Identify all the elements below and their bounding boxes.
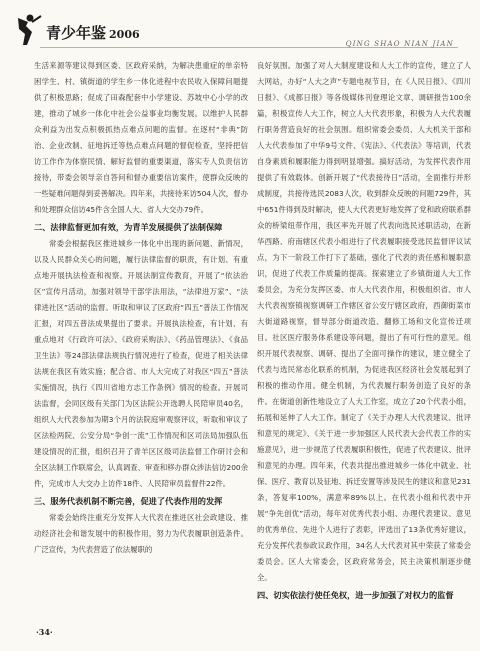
section-heading: 三、服务代表机制不断完善，促进了代表作用的发挥 — [34, 496, 223, 506]
section-heading: 二、法律监督更加有效，为青羊发展提供了法制保障 — [34, 222, 223, 232]
journal-year: 2006 — [109, 28, 140, 41]
section-heading: 四、切实依法行使任免权，进一步加强了对权力的监督 — [257, 590, 454, 600]
logo-figure-icon — [14, 12, 44, 46]
left-column — [34, 58, 248, 558]
paragraph: 常委会根据我区推进城乡一体化中出现的新问题、新情况，以及人民群众关心的问题，履行法律监督的职责，有计划、有重点地开展执法检查和视察。开展法制宣传教育，开展了“依法治区”宣传月活动，加强对领导干部学法用法，“法律进万家”、“法律进社区”活动的监督。听取和审议了区政府“四五”普法工作情况汇报，对四五普法成果提出了要求。开展执法检查，有计划、有重点地对《行政许可法》、《政府采购法》、《药品管理法》、《食品卫生法》等24部法律法规执行情况进行了检查，促进了相关法律法规在我区有效实施；配合省、市人大完成了对我区“四五”普法实施情况，执行《四川省地方志工作条例》情况的检查。开展司法监督，会同区级有关部门为区法院公开选聘人民陪审员40名，组织人大代表参加为期3个月的法院庭审观察评议，听取和审议了区法检两院、公安分局“争创一流”工作情况和区司法局加强队伍建设情况的汇报，组织召开了青羊区区级司法监督工作研讨会和全区法制工作联席会，认真调查、审查和移办群众涉法信访200余件，完成市人大交办上访件18件、人民陪审员监督件22件。 — [34, 239, 248, 488]
header-title — [46, 22, 140, 43]
paragraph: 生活来源等建议得到区委、区政府采纳，为解决患重症的单亲特困学生、村、镇街道的学生乡一体化进程中农民收入保障问题提供了积极思路；促成了田森配套中小学建设、苏坡中心小学的改建，推动了城乡一体化中社会公益事业均衡发展。以维护人民群众利益为出发点积极抓热点难点问题的监督。在逐村“非典”防治、企业改制、征地拆迁等热点难点问题的督促检查，坚持把信访工作作为体察民情、解好监督的重要渠道，落实专人负责信访接待，带委会领导亲自答问和督办重要信访案件，使群众反映的一些疑难问题得到妥善解决。四年来，共接待来访504人次，督办和处理群众信访45件含全国人大、省人大交办79件。 — [34, 61, 248, 214]
page-header — [0, 0, 480, 52]
page-number: ·34· — [36, 627, 53, 637]
header-pinyin-title: QING SHAO NIAN JIAN — [345, 40, 454, 48]
journal-title: 青少年鉴 — [46, 24, 107, 42]
right-column — [257, 58, 471, 604]
paragraph: 常委会始终注重充分发挥人大代表在推进区社会政建设、推动经济社会和谐发展中的积极作用，努力为代表履职创造条件。广泛宣传，为代表营造了依法履职的 — [34, 513, 248, 554]
paragraph: 良好氛围。加强了对人大制度建设和人大工作的宣传，建立了人大网站，办好“人大之声”专题电视节目，在《人民日报》、《四川日报》、《成都日报》等各级媒体刊登理论文章、调研报告100余篇，积极宣传人大工作，树立人大代表形象，积极为人大代表履行职务营造良好的社会氛围。组织常委会委员、人大机关干部和人大代表参加了中华9号文件、《宪法》、《代表法》等培训，代表自身素质和履职能力得到明显增强。搞好活动，为发挥代表作用提供了有效载体。创新开展了“代表接待日”活动，全面推行并形成制度，共接待选民2083人次，收到群众反映的问题729件，其中651件得到及时解决，使人大代表更好地发挥了党和政府联系群众的桥梁纽带作用，我区率先开展了代表向选民述职活动，在新华西路、府南辖区代表小组进行了代表履职接受选民监督评议试点，为下一阶段工作打下了基础，强化了代表的责任感和履职意识，促进了代表工作质量的提高。探索建立了乡镇街道人大工作委员会，为充分发挥区委、市人大代表作用，积极组织省、市人大代表视察镇视察调研工作辖区省公安厅辖区政府，西御街菜市大街道路视察，督导部分街道改造、翻修工场和文化宣传迁项目。社区医疗服务体系建设等问题，提出了有可行性的意见。组织开展代表视察、调研、提出了全面可操作的建议，建立健全了代表与选民常态化联系的机制，为促进我区经济社会发展起到了积极的推动作用。健全机制，为代表履行职务创造了良好的条件。在街道创新性地设立了人大工作室，成立了20个代表小组，拓展和延伸了人大工作。制定了《关于办理人大代表建议、批评和意见的规定》、《关于进一步加强区人民代表大会代表工作的实施意见》，进一步规范了代表履职积极性，促进了代表建议、批评和意见的办理。四年来，代表共提出推进城乡一体化中就业、社保、医疗、教育以及征地、拆迁安置等涉及民生的建议和意见231条，答复率100%，满意率89%以上。在代表小组和代表中开展“争先创优”活动，每年对优秀代表小组、办理代表建议、意见的优秀单位、先进个人进行了表彰，评选出了13条优秀好建议，充分发挥代表参政议政作用，34名人大代表对其中荣获了常委会委员会。区人大常委会，区政府常务会，民主决策机制逐步健全。 — [257, 61, 471, 582]
